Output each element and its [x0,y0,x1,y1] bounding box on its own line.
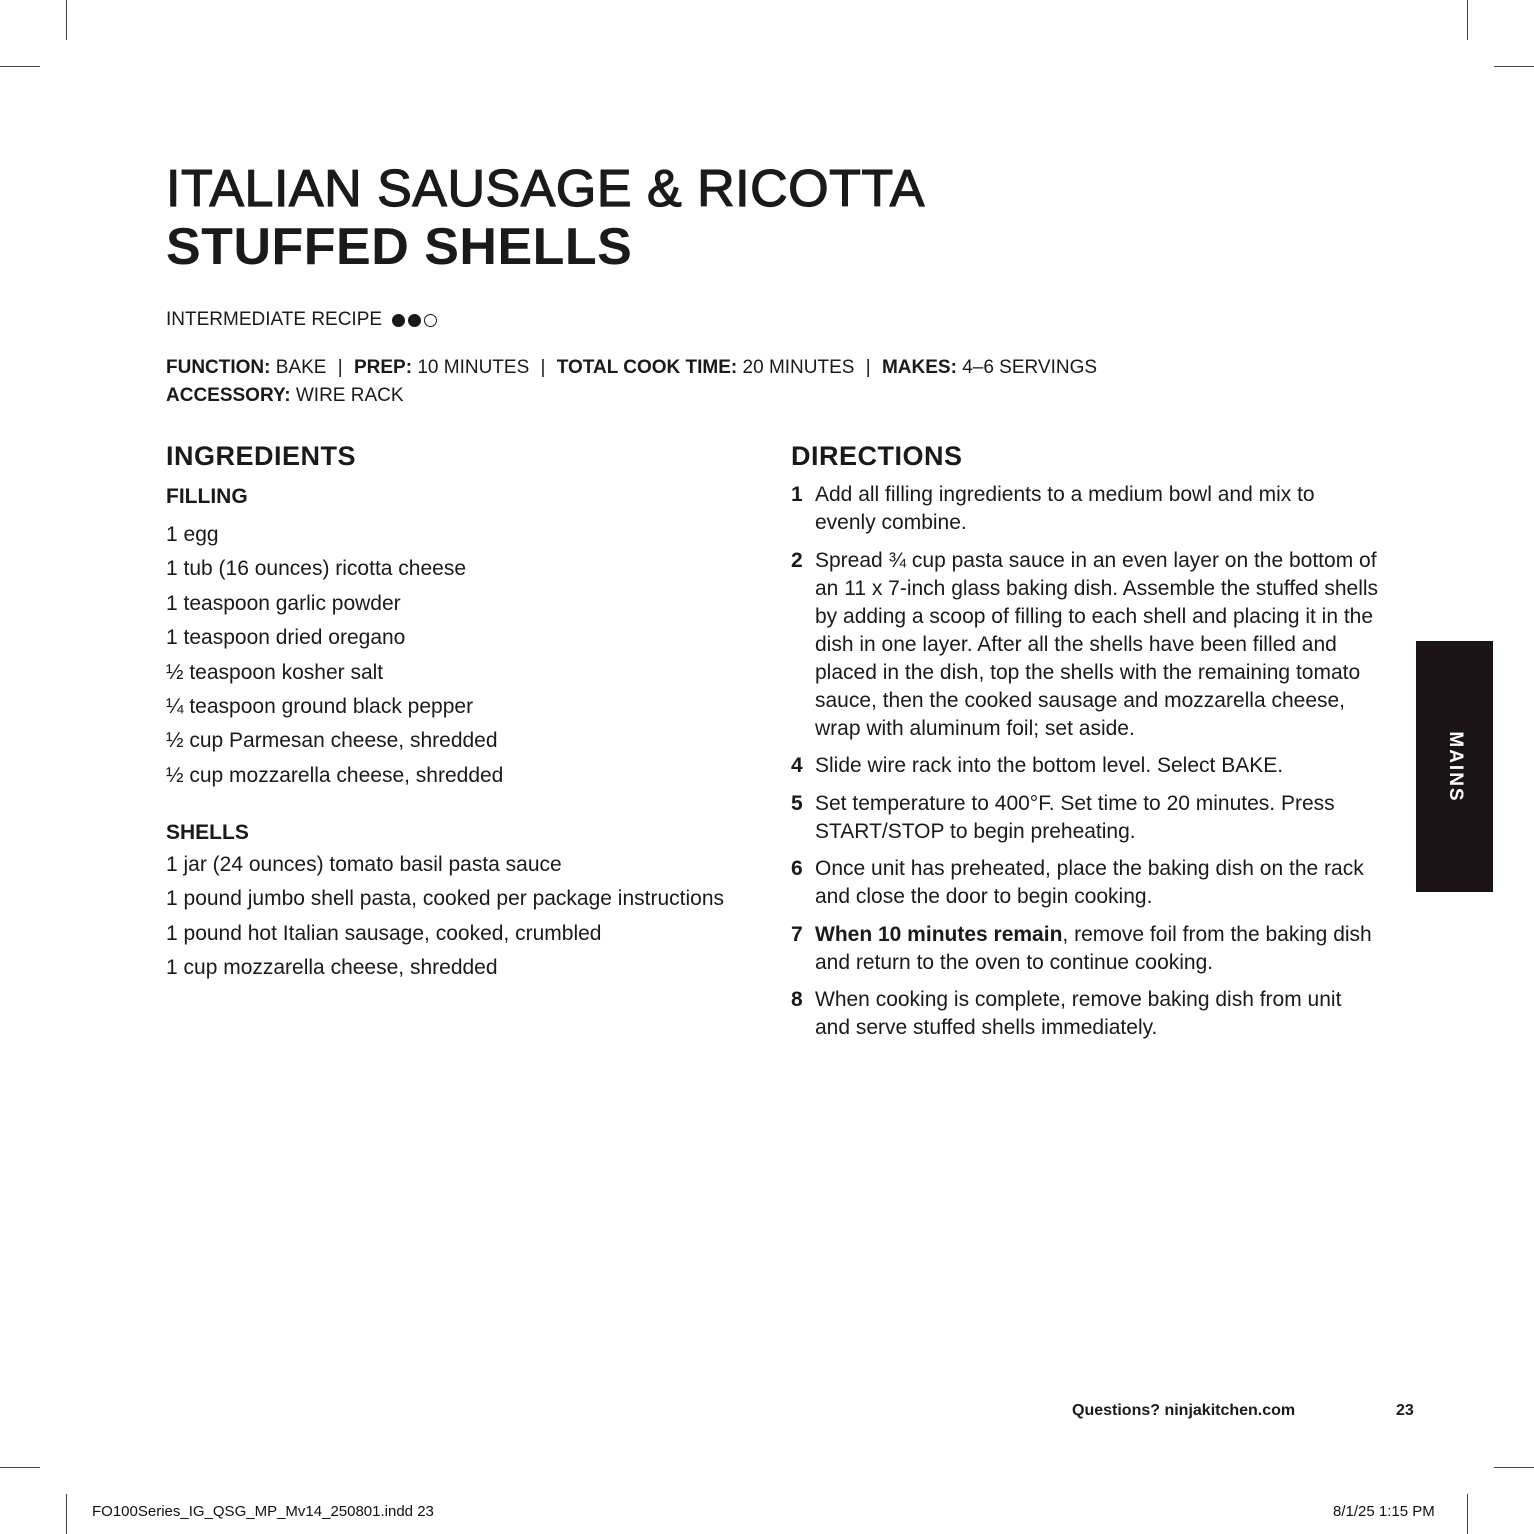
page-number: 23 [1396,1402,1414,1419]
ingredient-item: ½ teaspoon kosher salt [166,660,384,684]
difficulty-label: INTERMEDIATE RECIPE [166,309,383,330]
ingredient-item: ¼ teaspoon ground black pepper [166,694,474,718]
meta-separator: | [865,357,871,378]
function-value: BAKE [275,357,327,378]
ingredient-item: ½ cup Parmesan cheese, shredded [166,729,498,753]
recipe-title [166,160,1066,276]
step-number: 2 [791,548,803,572]
step-text: Once unit has preheated, place the baking dish on the rack and close the door to begin cooking. [815,857,1364,908]
ingredient-item: 1 jar (24 ounces) tomato basil pasta sauce [166,852,562,876]
ingredients-section [166,438,746,988]
step-number: 6 [791,857,803,880]
difficulty-dot-filled [408,314,421,327]
crop-mark [66,1494,67,1534]
cook-time-label: TOTAL COOK TIME: [556,357,738,378]
direction-step [791,752,1381,780]
title-line-1: ITALIAN SAUSAGE & RICOTTA [166,160,925,218]
direction-step [791,481,1381,537]
ingredient-item: ½ cup mozzarella cheese, shredded [166,763,504,787]
direction-step [791,921,1381,977]
recipe-meta [166,354,1097,410]
directions-heading: DIRECTIONS [791,441,963,471]
crop-mark [1467,0,1468,40]
step-text: When cooking is complete, remove baking dish from unit and serve stuffed shells immediately. [815,988,1342,1039]
accessory-label: ACCESSORY: [166,385,291,406]
footer-questions: Questions? ninjakitchen.com [1072,1402,1296,1419]
crop-mark [1494,66,1534,67]
directions-list [791,481,1381,1042]
prep-value: 10 MINUTES [417,357,530,378]
filling-list [166,521,746,789]
title-line-2: STUFFED SHELLS [166,218,633,276]
ingredient-item: 1 egg [166,523,219,546]
crop-mark [0,66,40,67]
step-emphasis: When 10 minutes remain [815,922,1063,946]
ingredient-item: 1 pound hot Italian sausage, cooked, crumbled [166,921,602,945]
crop-mark [1494,1467,1534,1468]
section-tab-label: MAINS [1444,730,1466,803]
slug-date: 8/1/25 1:15 PM [1333,1503,1435,1520]
step-number: 7 [791,922,803,946]
direction-step [791,547,1381,743]
ingredient-item: 1 cup mozzarella cheese, shredded [166,955,498,979]
direction-step [791,855,1381,911]
direction-step [791,790,1381,846]
crop-mark [66,0,67,40]
step-text: Slide wire rack into the bottom level. Select BAKE. [815,754,1284,777]
meta-line-1 [166,354,1097,382]
step-text-rest: , remove foil from the baking dish and return to the oven to continue cooking. [815,922,1372,974]
step-number: 5 [791,791,803,815]
difficulty-row [166,309,437,331]
crop-mark [1467,1494,1468,1534]
directions-section [791,438,1381,1052]
direction-step [791,986,1381,1042]
difficulty-dot-empty [424,314,437,327]
step-number: 4 [791,754,803,777]
difficulty-dot-filled [392,314,405,327]
step-text: Add all filling ingredients to a medium bowl and mix to evenly combine. [815,483,1315,534]
meta-line-2 [166,382,1097,410]
prep-label: PREP: [353,357,413,378]
meta-separator: | [540,357,546,378]
step-number: 1 [791,483,803,506]
difficulty-dots [392,314,437,327]
cook-time-value: 20 MINUTES [742,357,855,378]
crop-mark [0,1467,40,1468]
shells-heading: SHELLS [166,820,249,844]
ingredient-item: 1 teaspoon garlic powder [166,591,401,615]
step-text: Spread ¾ cup pasta sauce in an even layer on the bottom of an 11 x 7-inch glass baking dish. Assemble the stuffed shells by adding a scoop of filling to each shell and placing it in the dish in one layer. After all the shells have been filled and placed in the dish, top the shells with the remaining tomato sauce, then the cooked sausage and mozzarella cheese, wrap with aluminum foil; set aside. [815,548,1379,740]
shells-list [166,851,746,981]
ingredient-item: 1 tub (16 ounces) ricotta cheese [166,557,467,581]
step-text: Set temperature to 400°F. Set time to 20 minutes. Press START/STOP to begin preheating. [815,791,1335,843]
slug-filename: FO100Series_IG_QSG_MP_Mv14_250801.indd 23 [92,1503,434,1520]
makes-value: 4–6 SERVINGS [962,357,1098,378]
function-label: FUNCTION: [166,357,271,378]
step-number: 8 [791,988,803,1011]
filling-heading: FILLING [166,485,248,508]
ingredient-item: 1 teaspoon dried oregano [166,626,406,650]
meta-separator: | [337,357,343,378]
accessory-value: WIRE RACK [295,385,404,406]
makes-label: MAKES: [881,357,957,378]
ingredient-item: 1 pound jumbo shell pasta, cooked per package instructions [166,887,725,911]
section-tab [1416,641,1493,892]
step-text [815,921,1381,977]
ingredients-heading: INGREDIENTS [166,441,357,471]
